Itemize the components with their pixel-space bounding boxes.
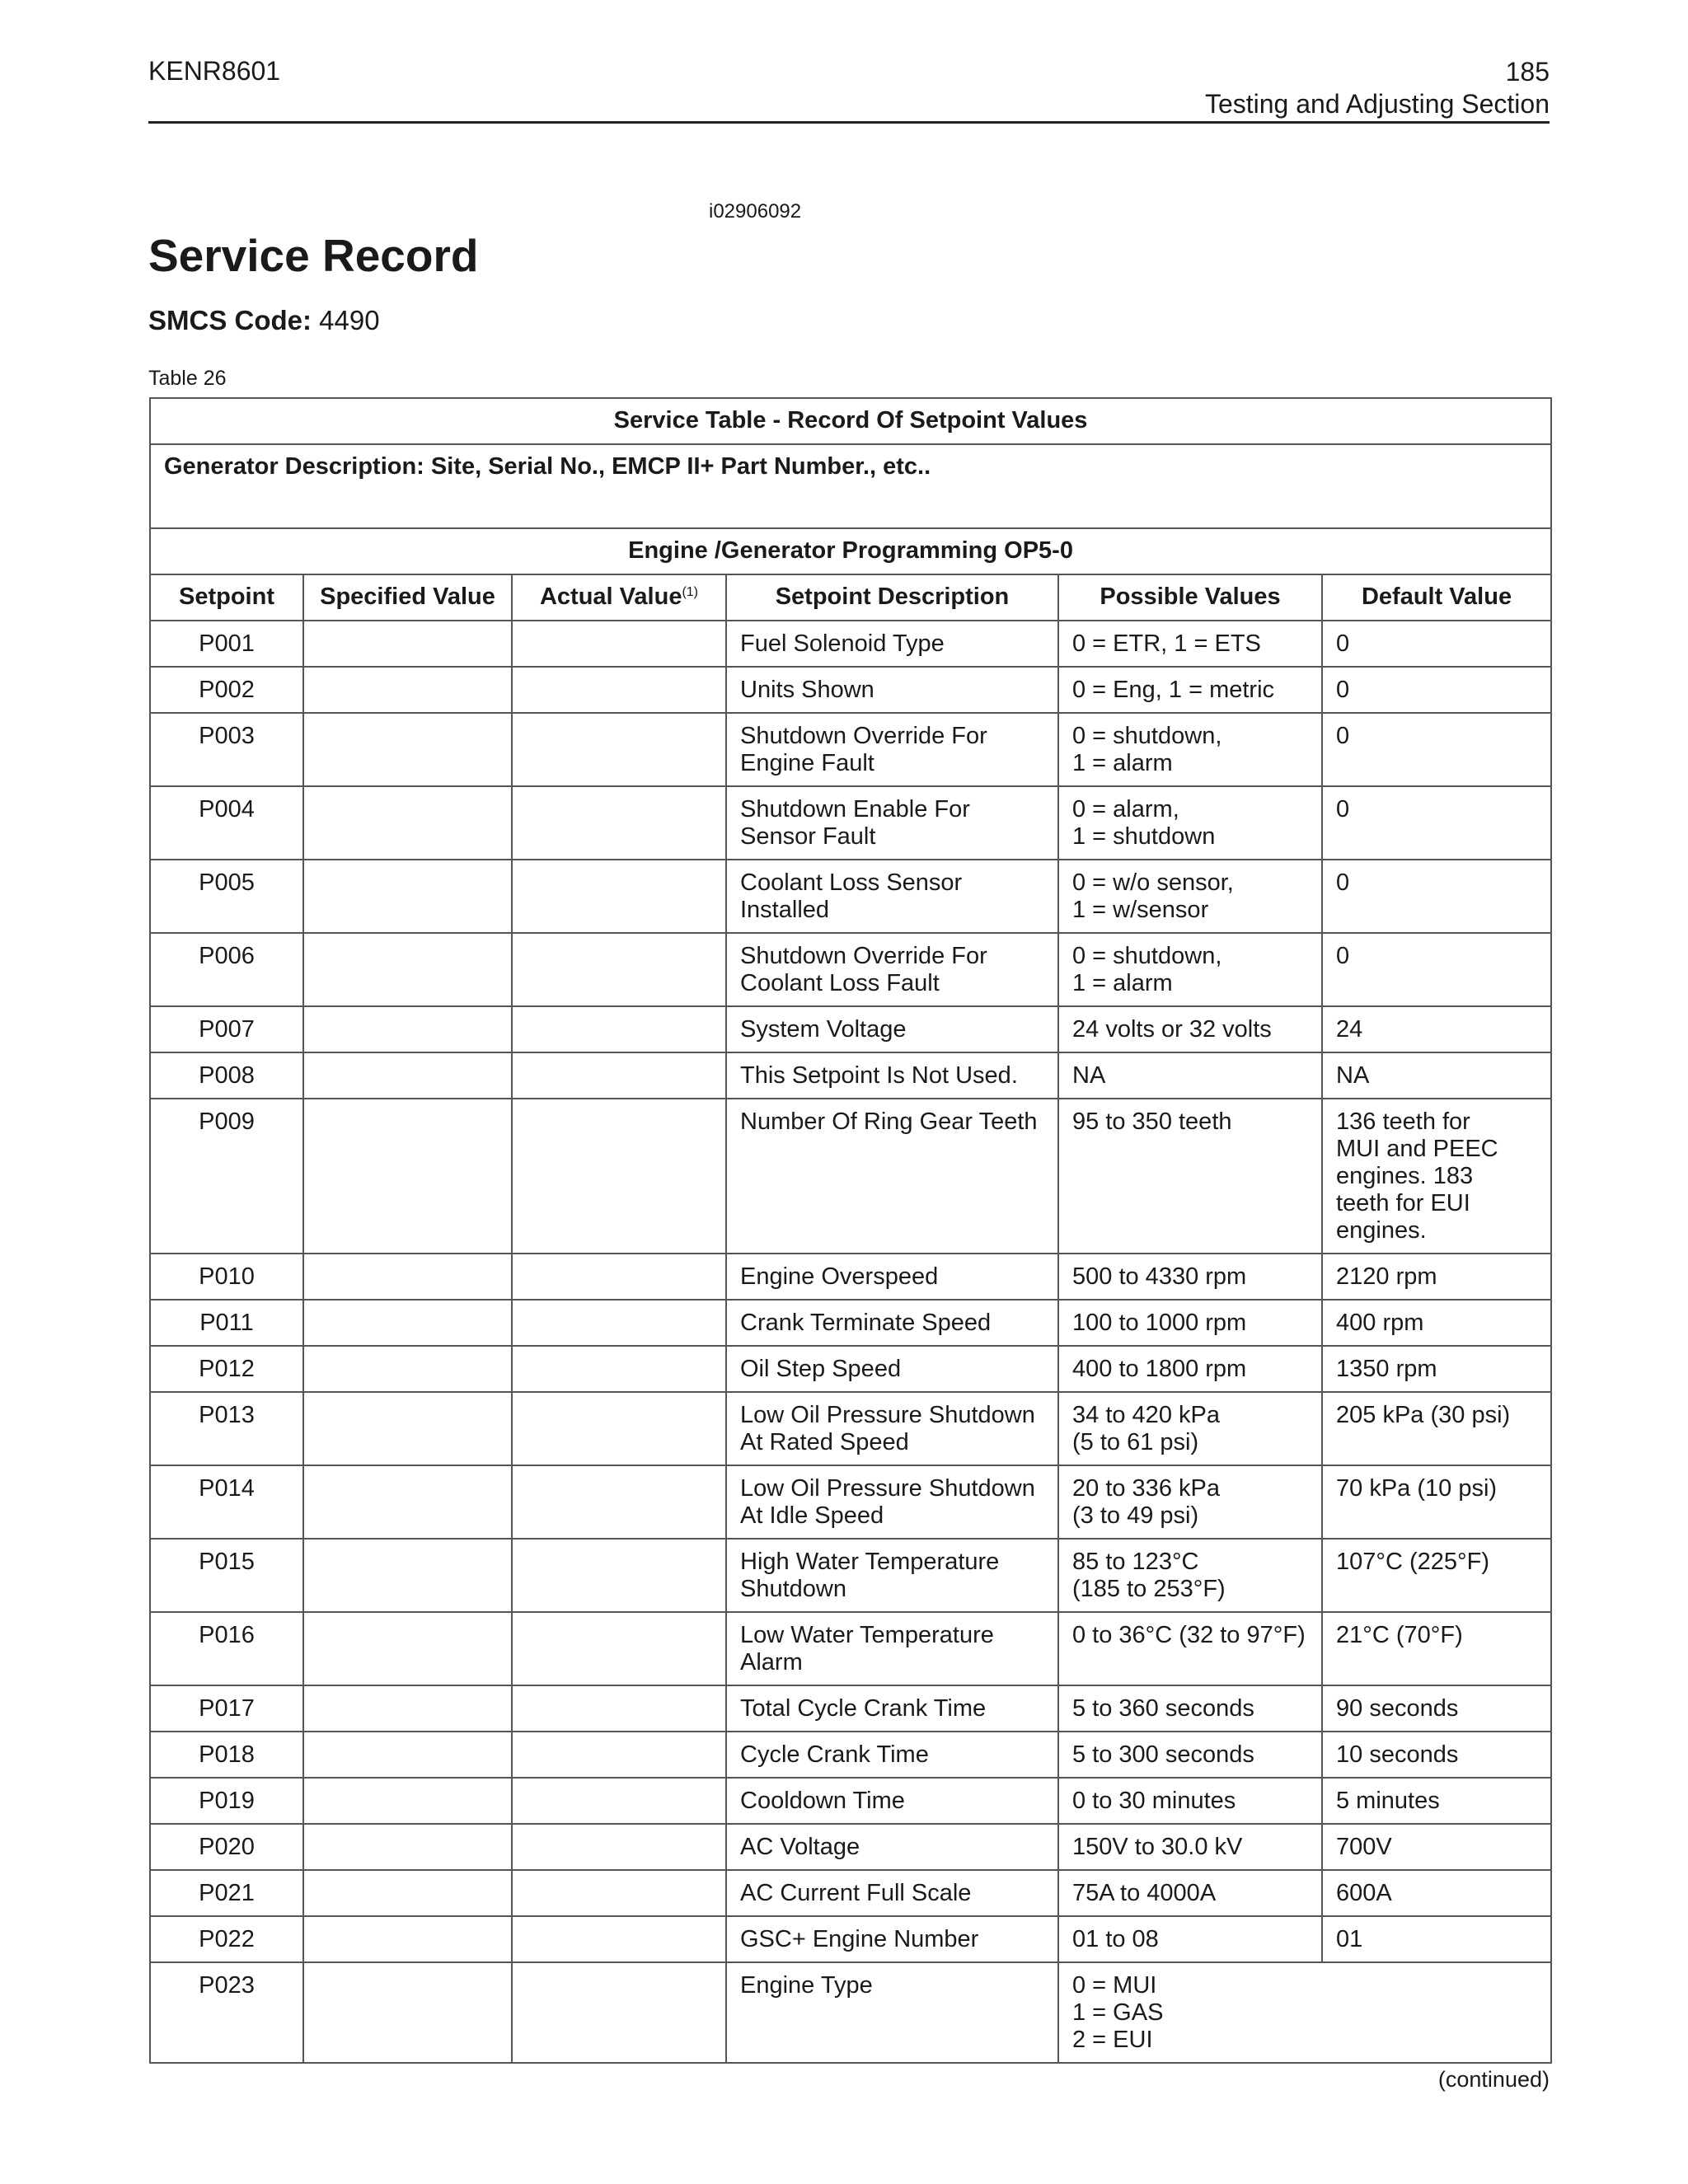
setpoint-cell: P011 xyxy=(150,1300,303,1346)
possible-values-cell xyxy=(1058,1778,1322,1824)
default-value-line: 0 xyxy=(1336,677,1350,703)
specified-value-cell xyxy=(303,1006,512,1052)
description-line: At Rated Speed xyxy=(740,1429,909,1455)
specified-value-cell xyxy=(303,1685,512,1732)
setpoint-cell: P004 xyxy=(150,786,303,860)
table-row xyxy=(150,1392,1551,1465)
possible-value-line: 0 to 30 minutes xyxy=(1072,1788,1236,1814)
setpoint-cell: P007 xyxy=(150,1006,303,1052)
specified-value-cell xyxy=(303,1465,512,1539)
specified-value-cell xyxy=(303,860,512,933)
default-value-line: 5 minutes xyxy=(1336,1788,1440,1814)
default-value-cell xyxy=(1322,1300,1551,1346)
specified-value-cell xyxy=(303,667,512,713)
description-cell xyxy=(726,667,1058,713)
setpoint-cell: P005 xyxy=(150,860,303,933)
col-header-default: Default Value xyxy=(1322,574,1551,621)
possible-value-line: 0 = shutdown, xyxy=(1072,943,1222,969)
actual-value-cell xyxy=(512,1824,726,1870)
col-header-possible: Possible Values xyxy=(1058,574,1322,621)
possible-value-line: 5 to 360 seconds xyxy=(1072,1695,1254,1722)
actual-value-cell xyxy=(512,1346,726,1392)
default-value-line: 21°C (70°F) xyxy=(1336,1622,1463,1648)
table-row xyxy=(150,1006,1551,1052)
setpoint-cell: P023 xyxy=(150,1962,303,2063)
table-row xyxy=(150,1778,1551,1824)
description-line: Coolant Loss Fault xyxy=(740,970,940,996)
possible-values-cell xyxy=(1058,667,1322,713)
description-cell xyxy=(726,1685,1058,1732)
table-row xyxy=(150,1300,1551,1346)
description-cell xyxy=(726,1824,1058,1870)
section-name: Testing and Adjusting Section xyxy=(1204,89,1550,119)
possible-values-cell xyxy=(1058,786,1322,860)
description-line: Low Oil Pressure Shutdown xyxy=(740,1475,1035,1502)
setpoint-cell: P001 xyxy=(150,621,303,667)
possible-values-cell xyxy=(1058,1612,1322,1685)
page-number: 185 xyxy=(1505,57,1550,87)
description-line: Engine Overspeed xyxy=(740,1263,939,1290)
specified-value-cell xyxy=(303,1732,512,1778)
default-value-line: engines. 183 xyxy=(1336,1163,1474,1189)
specified-value-cell xyxy=(303,713,512,786)
possible-values-cell xyxy=(1058,1346,1322,1392)
specified-value-cell xyxy=(303,1778,512,1824)
table-body xyxy=(150,621,1551,2063)
possible-values-cell xyxy=(1058,1254,1322,1300)
possible-values-cell xyxy=(1058,1916,1322,1962)
default-value-cell xyxy=(1322,860,1551,933)
description-cell xyxy=(726,1392,1058,1465)
setpoint-cell: P018 xyxy=(150,1732,303,1778)
actual-value-cell xyxy=(512,1300,726,1346)
setpoint-cell: P016 xyxy=(150,1612,303,1685)
default-value-cell xyxy=(1322,621,1551,667)
possible-value-line: 0 = ETR, 1 = ETS xyxy=(1072,630,1261,657)
description-cell xyxy=(726,1870,1058,1916)
actual-value-cell xyxy=(512,1392,726,1465)
default-value-line: 107°C (225°F) xyxy=(1336,1549,1489,1575)
description-cell xyxy=(726,786,1058,860)
table-label: Table 26 xyxy=(148,367,227,390)
actual-value-cell xyxy=(512,1685,726,1732)
default-value-cell xyxy=(1322,1612,1551,1685)
possible-value-line: 1 = alarm xyxy=(1072,750,1173,776)
default-value-cell xyxy=(1322,1006,1551,1052)
table-row xyxy=(150,1612,1551,1685)
smcs-code xyxy=(148,305,380,336)
description-line: Installed xyxy=(740,897,830,923)
description-line: Engine Fault xyxy=(740,750,874,776)
description-line: System Voltage xyxy=(740,1016,907,1043)
possible-value-line: 20 to 336 kPa xyxy=(1072,1475,1220,1502)
actual-value-cell xyxy=(512,1052,726,1099)
possible-values-cell xyxy=(1058,1685,1322,1732)
table-row xyxy=(150,1916,1551,1962)
actual-value-cell xyxy=(512,667,726,713)
table-title: Service Table - Record Of Setpoint Values xyxy=(150,398,1551,444)
description-line: Crank Terminate Speed xyxy=(740,1310,992,1336)
default-value-line: 400 rpm xyxy=(1336,1310,1424,1336)
description-cell xyxy=(726,1300,1058,1346)
setpoint-cell: P013 xyxy=(150,1392,303,1465)
setpoint-cell: P009 xyxy=(150,1099,303,1254)
setpoint-cell: P010 xyxy=(150,1254,303,1300)
specified-value-cell xyxy=(303,1916,512,1962)
description-line: AC Voltage xyxy=(740,1834,860,1860)
programming-heading: Engine /Generator Programming OP5-0 xyxy=(150,528,1551,574)
description-cell xyxy=(726,1346,1058,1392)
table-row xyxy=(150,860,1551,933)
default-value-line: 10 seconds xyxy=(1336,1741,1459,1768)
default-value-line: 0 xyxy=(1336,723,1350,749)
description-cell xyxy=(726,1099,1058,1254)
possible-value-line: 5 to 300 seconds xyxy=(1072,1741,1254,1768)
footnote-ref: (1) xyxy=(682,585,699,599)
description-line: GSC+ Engine Number xyxy=(740,1926,979,1952)
description-line: Engine Type xyxy=(740,1972,873,1999)
possible-values-cell xyxy=(1058,1392,1322,1465)
setpoint-cell: P006 xyxy=(150,933,303,1006)
description-line: Cycle Crank Time xyxy=(740,1741,929,1768)
default-value-line: 205 kPa (30 psi) xyxy=(1336,1402,1511,1428)
possible-values-cell xyxy=(1058,860,1322,933)
actual-value-cell xyxy=(512,1612,726,1685)
description-line: Low Water Temperature xyxy=(740,1622,994,1648)
table-row xyxy=(150,1254,1551,1300)
table-row xyxy=(150,1099,1551,1254)
description-cell xyxy=(726,933,1058,1006)
document-id: i02906092 xyxy=(709,200,802,223)
actual-value-cell xyxy=(512,1254,726,1300)
description-cell xyxy=(726,1612,1058,1685)
description-cell xyxy=(726,1778,1058,1824)
setpoint-cell: P002 xyxy=(150,667,303,713)
setpoint-cell: P008 xyxy=(150,1052,303,1099)
default-value-line: 90 seconds xyxy=(1336,1695,1459,1722)
smcs-label: SMCS Code: xyxy=(148,305,312,335)
possible-value-line: NA xyxy=(1072,1062,1106,1089)
table-row xyxy=(150,713,1551,786)
table-row xyxy=(150,786,1551,860)
page-header-right xyxy=(1205,56,1550,120)
description-cell xyxy=(726,1539,1058,1612)
default-value-cell xyxy=(1322,1685,1551,1732)
description-cell xyxy=(726,1962,1058,2063)
setpoint-cell: P021 xyxy=(150,1870,303,1916)
default-value-cell xyxy=(1322,1465,1551,1539)
setpoint-cell: P014 xyxy=(150,1465,303,1539)
possible-value-line: 0 = MUI xyxy=(1072,1972,1157,1999)
col-header-description: Setpoint Description xyxy=(726,574,1058,621)
header-rule xyxy=(148,121,1550,124)
actual-value-cell xyxy=(512,1099,726,1254)
description-line: Sensor Fault xyxy=(740,823,876,850)
table-row xyxy=(150,1824,1551,1870)
table-row xyxy=(150,1685,1551,1732)
actual-value-cell xyxy=(512,621,726,667)
description-cell xyxy=(726,1732,1058,1778)
possible-value-line: 1 = GAS xyxy=(1072,1999,1164,2026)
specified-value-cell xyxy=(303,1099,512,1254)
actual-value-cell xyxy=(512,1732,726,1778)
possible-value-line: 95 to 350 teeth xyxy=(1072,1108,1232,1135)
col-header-actual-label: Actual Value xyxy=(539,583,682,610)
default-value-cell xyxy=(1322,1099,1551,1254)
specified-value-cell xyxy=(303,1254,512,1300)
possible-values-cell xyxy=(1058,1006,1322,1052)
default-value-cell xyxy=(1322,1052,1551,1099)
description-line: Cooldown Time xyxy=(740,1788,905,1814)
specified-value-cell xyxy=(303,1392,512,1465)
default-value-line: NA xyxy=(1336,1062,1370,1089)
possible-value-line: 0 = w/o sensor, xyxy=(1072,869,1234,896)
description-line: Coolant Loss Sensor xyxy=(740,869,963,896)
generator-description-row xyxy=(150,444,1551,528)
actual-value-cell xyxy=(512,1916,726,1962)
possible-value-line: 0 to 36°C (32 to 97°F) xyxy=(1072,1622,1306,1648)
smcs-value: 4490 xyxy=(319,305,380,335)
table-row xyxy=(150,1962,1551,2063)
default-value-line: 24 xyxy=(1336,1016,1363,1043)
specified-value-cell xyxy=(303,933,512,1006)
specified-value-cell xyxy=(303,1052,512,1099)
actual-value-cell xyxy=(512,1539,726,1612)
possible-values-cell xyxy=(1058,621,1322,667)
description-cell xyxy=(726,1006,1058,1052)
possible-value-line: 500 to 4330 rpm xyxy=(1072,1263,1247,1290)
table-title-row xyxy=(150,398,1551,444)
default-value-line: teeth for EUI xyxy=(1336,1190,1470,1216)
possible-values-cell xyxy=(1058,1300,1322,1346)
possible-value-line: 1 = shutdown xyxy=(1072,823,1216,850)
description-line: Oil Step Speed xyxy=(740,1356,902,1382)
specified-value-cell xyxy=(303,1962,512,2063)
specified-value-cell xyxy=(303,1824,512,1870)
description-cell xyxy=(726,1254,1058,1300)
default-value-cell xyxy=(1322,933,1551,1006)
table-row xyxy=(150,1465,1551,1539)
default-value-line: 01 xyxy=(1336,1926,1363,1952)
description-cell xyxy=(726,713,1058,786)
default-value-line: 2120 rpm xyxy=(1336,1263,1437,1290)
possible-value-line: 150V to 30.0 kV xyxy=(1072,1834,1243,1860)
specified-value-cell xyxy=(303,1300,512,1346)
setpoint-cell: P015 xyxy=(150,1539,303,1612)
default-value-line: 70 kPa (10 psi) xyxy=(1336,1475,1498,1502)
setpoint-cell: P003 xyxy=(150,713,303,786)
description-line: Total Cycle Crank Time xyxy=(740,1695,987,1722)
possible-value-line: 01 to 08 xyxy=(1072,1926,1159,1952)
default-value-line: 1350 rpm xyxy=(1336,1356,1437,1382)
description-line: Shutdown Override For xyxy=(740,723,987,749)
default-value-cell xyxy=(1322,1346,1551,1392)
description-line: High Water Temperature xyxy=(740,1549,1000,1575)
description-cell xyxy=(726,1916,1058,1962)
service-table xyxy=(149,397,1552,2064)
possible-values-cell xyxy=(1058,713,1322,786)
actual-value-cell xyxy=(512,1778,726,1824)
possible-value-line: 0 = alarm, xyxy=(1072,796,1179,823)
description-line: Low Oil Pressure Shutdown xyxy=(740,1402,1035,1428)
description-line: Fuel Solenoid Type xyxy=(740,630,945,657)
column-header-row xyxy=(150,574,1551,621)
default-value-cell xyxy=(1322,1732,1551,1778)
default-value-cell xyxy=(1322,667,1551,713)
actual-value-cell xyxy=(512,1962,726,2063)
description-cell xyxy=(726,1052,1058,1099)
continued-note: (continued) xyxy=(1437,2067,1550,2092)
default-value-cell xyxy=(1322,1870,1551,1916)
possible-values-cell xyxy=(1058,1732,1322,1778)
default-value-cell xyxy=(1322,1539,1551,1612)
description-line: Shutdown Enable For xyxy=(740,796,970,823)
description-line: At Idle Speed xyxy=(740,1502,884,1529)
table-row xyxy=(150,621,1551,667)
table-row xyxy=(150,1346,1551,1392)
possible-values-cell xyxy=(1058,1870,1322,1916)
actual-value-cell xyxy=(512,713,726,786)
possible-values-cell xyxy=(1058,1824,1322,1870)
table-row xyxy=(150,933,1551,1006)
description-line: Alarm xyxy=(740,1649,803,1675)
setpoint-cell: P022 xyxy=(150,1916,303,1962)
default-value-line: 0 xyxy=(1336,943,1350,969)
setpoint-cell: P019 xyxy=(150,1778,303,1824)
actual-value-cell xyxy=(512,1870,726,1916)
table-row xyxy=(150,1870,1551,1916)
generator-description: Generator Description: Site, Serial No., EMCP II+ Part Number., etc.. xyxy=(150,444,1551,528)
possible-value-line: 85 to 123°C xyxy=(1072,1549,1199,1575)
table-row xyxy=(150,667,1551,713)
table-row xyxy=(150,1052,1551,1099)
default-value-cell xyxy=(1322,713,1551,786)
actual-value-cell xyxy=(512,1465,726,1539)
possible-value-line: (5 to 61 psi) xyxy=(1072,1429,1199,1455)
description-line: This Setpoint Is Not Used. xyxy=(740,1062,1018,1089)
description-line: AC Current Full Scale xyxy=(740,1880,972,1906)
possible-value-line: (185 to 253°F) xyxy=(1072,1576,1226,1602)
possible-value-line: 75A to 4000A xyxy=(1072,1880,1217,1906)
default-value-cell xyxy=(1322,1778,1551,1824)
default-value-line: engines. xyxy=(1336,1217,1427,1244)
actual-value-cell xyxy=(512,933,726,1006)
default-value-cell xyxy=(1322,1916,1551,1962)
table-row xyxy=(150,1539,1551,1612)
description-line: Shutdown xyxy=(740,1576,846,1602)
possible-values-cell xyxy=(1058,1465,1322,1539)
specified-value-cell xyxy=(303,1870,512,1916)
default-value-cell xyxy=(1322,1824,1551,1870)
page-title: Service Record xyxy=(148,230,479,281)
default-value-line: 700V xyxy=(1336,1834,1392,1860)
actual-value-cell xyxy=(512,1006,726,1052)
possible-value-line: (3 to 49 psi) xyxy=(1072,1502,1199,1529)
default-value-cell xyxy=(1322,1254,1551,1300)
setpoint-cell: P017 xyxy=(150,1685,303,1732)
default-value-line: 136 teeth for xyxy=(1336,1108,1470,1135)
col-header-actual xyxy=(512,574,726,621)
possible-values-cell xyxy=(1058,1962,1551,2063)
possible-value-line: 0 = shutdown, xyxy=(1072,723,1222,749)
possible-values-cell xyxy=(1058,1539,1322,1612)
specified-value-cell xyxy=(303,1346,512,1392)
description-cell xyxy=(726,621,1058,667)
possible-value-line: 2 = EUI xyxy=(1072,2027,1153,2053)
default-value-line: MUI and PEEC xyxy=(1336,1136,1498,1162)
specified-value-cell xyxy=(303,1539,512,1612)
col-header-setpoint: Setpoint xyxy=(150,574,303,621)
possible-value-line: 1 = alarm xyxy=(1072,970,1173,996)
default-value-line: 600A xyxy=(1336,1880,1392,1906)
possible-value-line: 400 to 1800 rpm xyxy=(1072,1356,1247,1382)
description-line: Units Shown xyxy=(740,677,874,703)
table-row xyxy=(150,1732,1551,1778)
possible-values-cell xyxy=(1058,1099,1322,1254)
document-code: KENR8601 xyxy=(148,56,281,86)
actual-value-cell xyxy=(512,786,726,860)
description-cell xyxy=(726,1465,1058,1539)
specified-value-cell xyxy=(303,1612,512,1685)
description-cell xyxy=(726,860,1058,933)
setpoint-cell: P020 xyxy=(150,1824,303,1870)
possible-value-line: 100 to 1000 rpm xyxy=(1072,1310,1247,1336)
possible-value-line: 34 to 420 kPa xyxy=(1072,1402,1220,1428)
possible-values-cell xyxy=(1058,1052,1322,1099)
possible-value-line: 0 = Eng, 1 = metric xyxy=(1072,677,1275,703)
default-value-line: 0 xyxy=(1336,796,1350,823)
specified-value-cell xyxy=(303,786,512,860)
default-value-cell xyxy=(1322,786,1551,860)
default-value-line: 0 xyxy=(1336,869,1350,896)
programming-heading-row xyxy=(150,528,1551,574)
setpoint-cell: P012 xyxy=(150,1346,303,1392)
col-header-specified: Specified Value xyxy=(303,574,512,621)
description-line: Shutdown Override For xyxy=(740,943,987,969)
specified-value-cell xyxy=(303,621,512,667)
possible-value-line: 1 = w/sensor xyxy=(1072,897,1209,923)
default-value-cell xyxy=(1322,1392,1551,1465)
default-value-line: 0 xyxy=(1336,630,1350,657)
actual-value-cell xyxy=(512,860,726,933)
possible-values-cell xyxy=(1058,933,1322,1006)
possible-value-line: 24 volts or 32 volts xyxy=(1072,1016,1272,1043)
description-line: Number Of Ring Gear Teeth xyxy=(740,1108,1038,1135)
